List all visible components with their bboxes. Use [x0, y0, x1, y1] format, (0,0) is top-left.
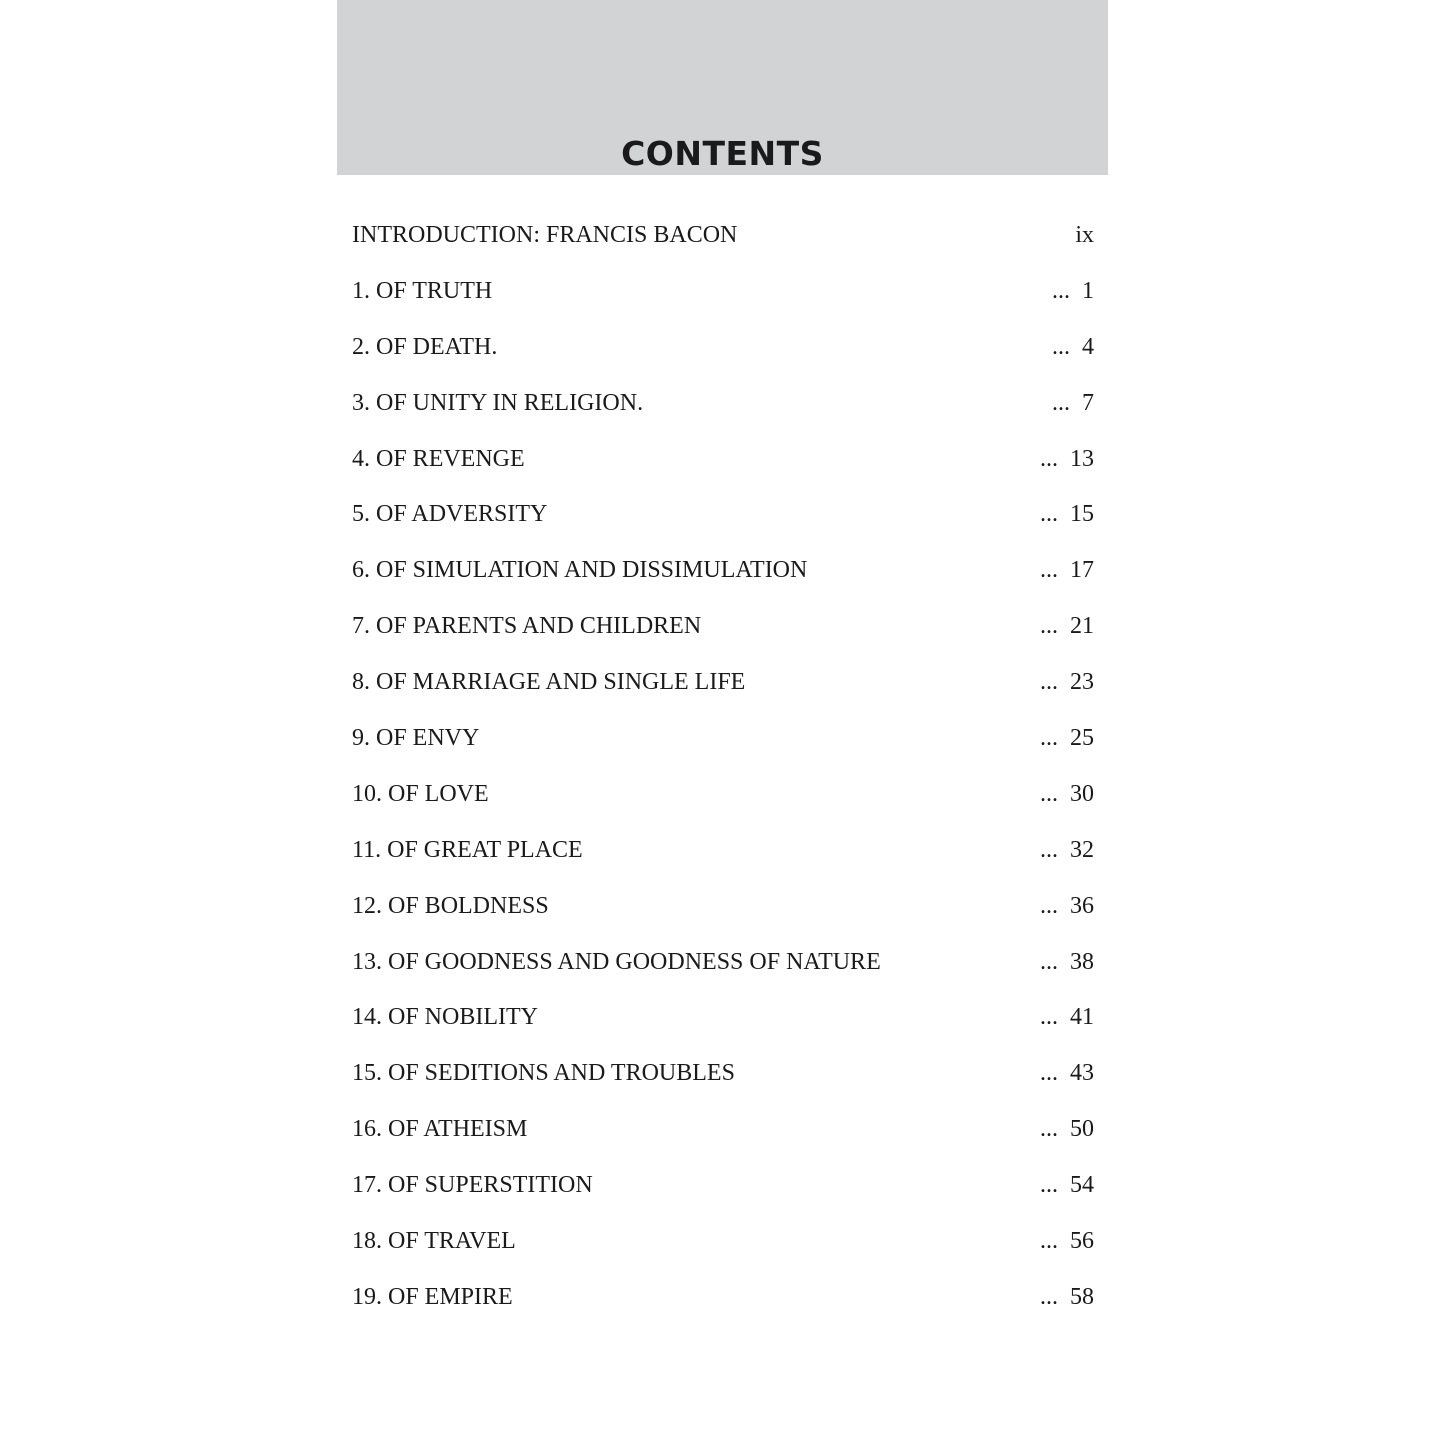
toc-entry-page [1052, 390, 1094, 417]
toc-entry-page [1040, 613, 1094, 640]
toc-entry-title: 5. OF ADVERSITY [352, 501, 548, 528]
toc-row[interactable] [352, 657, 1094, 713]
toc-entry-page [1040, 725, 1094, 752]
toc-row[interactable] [352, 825, 1094, 881]
toc-page-number: 36 [1070, 892, 1094, 919]
toc-entry-title: 4. OF REVENGE [352, 445, 525, 472]
toc-entry-title: INTRODUCTION: FRANCIS BACON [352, 222, 738, 248]
toc-row[interactable] [352, 992, 1094, 1048]
toc-row[interactable] [352, 713, 1094, 769]
toc-row[interactable] [352, 378, 1094, 434]
toc-page-number: 17 [1070, 557, 1094, 584]
toc-leader: ... [1040, 780, 1058, 807]
toc-entry-title: 9. OF ENVY [352, 725, 480, 752]
toc-entry-title: 3. OF UNITY IN RELIGION. [352, 389, 644, 416]
toc-entry-title: 17. OF SUPERSTITION [352, 1172, 593, 1199]
page-title: CONTENTS [621, 134, 824, 173]
toc-page-number: 50 [1070, 1116, 1094, 1143]
toc-leader: ... [1040, 1283, 1058, 1310]
toc-page-number: ix [1075, 222, 1094, 248]
toc-leader: ... [1040, 1228, 1058, 1255]
toc-page-number: 58 [1070, 1283, 1094, 1310]
table-of-contents [352, 210, 1094, 1328]
toc-leader: ... [1040, 892, 1058, 919]
toc-page-number: 43 [1070, 1060, 1094, 1087]
toc-entry-page [1052, 278, 1094, 305]
toc-leader: ... [1040, 1116, 1058, 1143]
toc-page-number: 25 [1070, 725, 1094, 752]
toc-page-number: 56 [1070, 1228, 1094, 1255]
toc-entry-title: 8. OF MARRIAGE AND SINGLE LIFE [352, 669, 746, 696]
toc-entry-title: 13. OF GOODNESS AND GOODNESS OF NATURE [352, 948, 881, 975]
toc-leader: ... [1040, 725, 1058, 752]
toc-page-number: 41 [1070, 1004, 1094, 1031]
toc-row[interactable] [352, 1160, 1094, 1216]
toc-entry-page [1040, 557, 1094, 584]
toc-entry-page [1040, 1116, 1094, 1143]
toc-entry-page [1040, 949, 1094, 976]
toc-row[interactable] [352, 937, 1094, 993]
toc-leader: ... [1040, 445, 1058, 472]
toc-leader: ... [1040, 557, 1058, 584]
toc-row[interactable] [352, 1216, 1094, 1272]
toc-entry-page [1040, 1004, 1094, 1031]
toc-page-number: 4 [1082, 333, 1094, 360]
toc-row[interactable] [352, 1272, 1094, 1328]
toc-page-number: 1 [1082, 277, 1094, 304]
toc-entry-page [1040, 1284, 1094, 1311]
toc-leader: ... [1040, 836, 1058, 863]
toc-entry-page [1040, 1060, 1094, 1087]
toc-entry-page [1063, 222, 1094, 249]
toc-row[interactable] [352, 434, 1094, 490]
toc-entry-page [1040, 1228, 1094, 1255]
toc-row[interactable] [352, 210, 1094, 266]
toc-entry-title: 15. OF SEDITIONS AND TROUBLES [352, 1060, 735, 1087]
toc-page-number: 54 [1070, 1172, 1094, 1199]
toc-entry-title: 11. OF GREAT PLACE [352, 836, 583, 863]
toc-entry-title: 14. OF NOBILITY [352, 1004, 538, 1031]
toc-row[interactable] [352, 1104, 1094, 1160]
toc-leader: ... [1040, 613, 1058, 640]
toc-entry-title: 18. OF TRAVEL [352, 1228, 516, 1255]
toc-row[interactable] [352, 1048, 1094, 1104]
toc-page-number: 7 [1082, 389, 1094, 416]
toc-entry-title: 19. OF EMPIRE [352, 1283, 513, 1310]
toc-entry-title: 6. OF SIMULATION AND DISSIMULATION [352, 557, 808, 584]
toc-entry-page [1040, 1172, 1094, 1199]
toc-entry-title: 16. OF ATHEISM [352, 1116, 528, 1143]
toc-entry-page [1040, 669, 1094, 696]
toc-entry-title: 12. OF BOLDNESS [352, 892, 549, 919]
toc-page-number: 15 [1070, 501, 1094, 528]
toc-page-number: 30 [1070, 780, 1094, 807]
toc-row[interactable] [352, 601, 1094, 657]
toc-row[interactable] [352, 545, 1094, 601]
toc-leader: ... [1052, 333, 1070, 360]
toc-leader: ... [1040, 1060, 1058, 1087]
toc-entry-page [1040, 893, 1094, 920]
toc-entry-page [1040, 501, 1094, 528]
toc-row[interactable] [352, 489, 1094, 545]
toc-page-number: 13 [1070, 445, 1094, 472]
toc-entry-page [1040, 446, 1094, 473]
toc-entry-page [1040, 781, 1094, 808]
toc-leader: ... [1040, 1004, 1058, 1031]
toc-row[interactable] [352, 322, 1094, 378]
toc-page-number: 23 [1070, 669, 1094, 696]
toc-leader: ... [1052, 389, 1070, 416]
toc-entry-title: 2. OF DEATH. [352, 333, 498, 360]
toc-leader: ... [1040, 669, 1058, 696]
toc-leader: ... [1052, 277, 1070, 304]
toc-row[interactable] [352, 266, 1094, 322]
toc-leader: ... [1040, 501, 1058, 528]
toc-leader: ... [1040, 948, 1058, 975]
toc-entry-page [1040, 837, 1094, 864]
toc-entry-title: 1. OF TRUTH [352, 277, 493, 304]
toc-row[interactable] [352, 881, 1094, 937]
book-page [337, 0, 1108, 1445]
toc-page-number: 38 [1070, 948, 1094, 975]
toc-row[interactable] [352, 769, 1094, 825]
toc-entry-title: 7. OF PARENTS AND CHILDREN [352, 613, 702, 640]
toc-page-number: 32 [1070, 836, 1094, 863]
toc-page-number: 21 [1070, 613, 1094, 640]
toc-leader: ... [1040, 1172, 1058, 1199]
toc-entry-title: 10. OF LOVE [352, 780, 489, 807]
toc-entry-page [1052, 334, 1094, 361]
